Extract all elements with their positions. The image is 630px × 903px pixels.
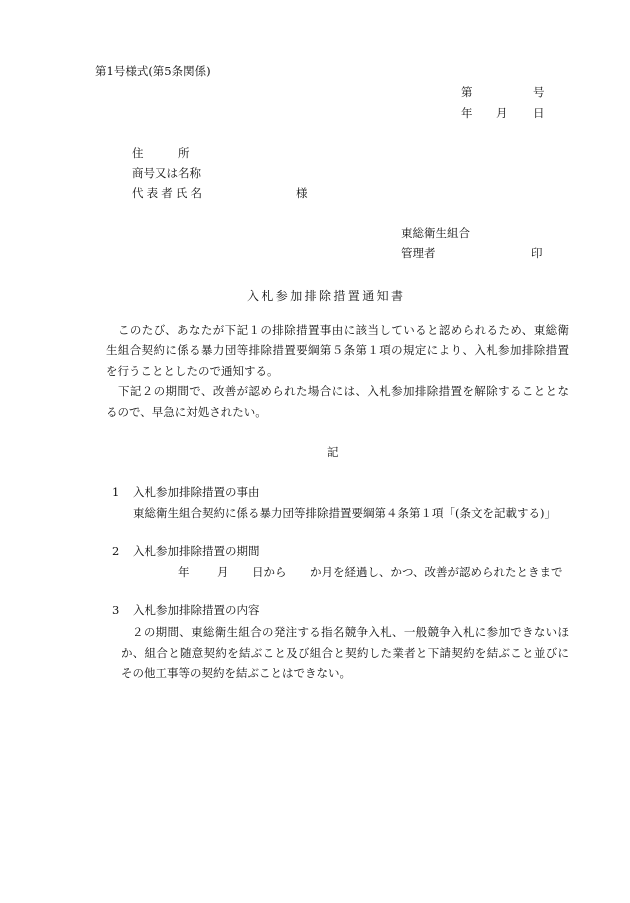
item-heading: 入札参加排除措置の期間 [133,544,260,558]
period-rest: か月を経過し、かつ、改善が認められたときまで [310,565,563,579]
body-line: 下記２の期間で、改善が認められた場合には、入札参加排除措置を解除することとな [118,384,569,398]
document-title: 入札参加排除措置通知書 [247,289,403,303]
period-month: 月 [217,565,229,579]
ki-label: 記 [327,445,339,459]
body-line: を行うこととしたので通知する。 [106,364,279,378]
period-from: 日から [252,565,287,579]
date-month: 月 [496,106,508,120]
date-day: 日 [533,106,545,120]
item-content: か、組合と随意契約を結ぶこと及び組合と契約した業者と下請契約を結ぶこと並びに [121,646,569,660]
date-year: 年 [461,106,473,120]
honorific: 様 [296,186,308,200]
period-year: 年 [178,565,190,579]
doc-number-dai: 第 [461,85,473,99]
item-content: 東総衛生組合契約に係る暴力団等排除措置要綱第４条第１項「(条文を記載する)」 [133,506,556,520]
representative-label: 代表者氏名 [132,186,202,200]
form-label: 第1号様式(第5条関係) [95,64,211,78]
body-line: るので、早急に対処されたい。 [106,405,267,419]
body-line: 生組合契約に係る暴力団等排除措置要綱第５条第１項の規定により、入札参加排除措置 [106,343,569,357]
item-number: 1 [112,485,120,499]
item-content: その他工事等の契約を結ぶことはできない。 [121,666,351,680]
doc-number-go: 号 [533,85,545,99]
item-heading: 入札参加排除措置の事由 [133,485,260,499]
item-heading: 入札参加排除措置の内容 [133,603,260,617]
company-label: 商号又は名称 [132,166,201,180]
item-content: ２の期間、東総衛生組合の発注する指名競争入札、一般競争入札に参加できないほ [132,625,569,639]
item-number: 2 [112,544,120,558]
sender-org: 東総衛生組合 [401,226,470,240]
manager-label: 管理者 [401,246,436,260]
item-number: 3 [112,603,120,617]
seal-mark: 印 [531,246,543,260]
address-label: 住 所 [132,146,190,160]
body-line: このたび、あなたが下記１の排除措置事由に該当していると認められるため、東総衛 [118,323,569,337]
